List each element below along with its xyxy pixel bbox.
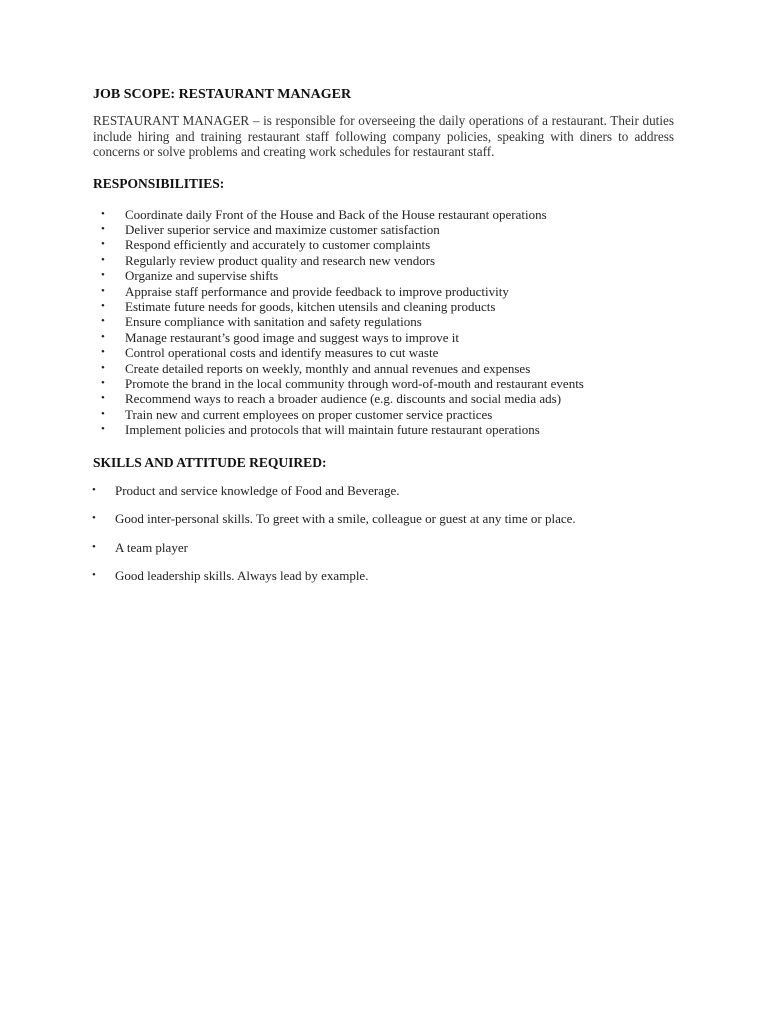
- bullet-icon: •: [101, 253, 105, 266]
- list-item: [93, 407, 674, 422]
- list-item: [93, 237, 674, 252]
- list-item-text: Manage restaurant’s good image and suggest ways to improve it: [125, 329, 459, 345]
- list-item-text: Appraise staff performance and provide feedback to improve productivity: [125, 283, 509, 299]
- list-item: [93, 330, 674, 345]
- list-item: [93, 207, 674, 222]
- list-item-text: Recommend ways to reach a broader audience (e.g. discounts and social media ads): [125, 391, 562, 407]
- skills-list: [93, 483, 674, 584]
- bullet-icon: •: [101, 376, 105, 389]
- bullet-icon: •: [101, 207, 105, 220]
- list-item: [93, 345, 674, 360]
- bullet-icon: •: [101, 269, 105, 282]
- list-item-text: Train new and current employees on proper customer service practices: [125, 406, 493, 422]
- bullet-icon: •: [101, 407, 105, 420]
- list-item-text: Ensure compliance with sanitation and safety regulations: [125, 314, 422, 330]
- bullet-icon: •: [101, 284, 105, 297]
- bullet-icon: •: [101, 315, 105, 328]
- list-item-text: Organize and supervise shifts: [125, 268, 279, 284]
- list-item: [93, 391, 674, 406]
- responsibilities-heading: RESPONSIBILITIES:: [93, 175, 225, 191]
- skills-heading: SKILLS AND ATTITUDE REQUIRED:: [93, 454, 327, 470]
- bullet-icon: •: [101, 392, 105, 405]
- document-page: [93, 86, 674, 597]
- list-item: [93, 268, 674, 283]
- bullet-icon: •: [101, 299, 105, 312]
- bullet-icon: •: [92, 483, 96, 496]
- list-item-text: Regularly review product quality and research new vendors: [125, 252, 436, 268]
- list-item: [93, 299, 674, 314]
- list-item: [93, 376, 674, 391]
- responsibilities-list: [93, 207, 674, 438]
- bullet-icon: •: [101, 330, 105, 343]
- list-item-text: Respond efficiently and accurately to customer complaints: [125, 237, 431, 253]
- bullet-icon: •: [92, 569, 96, 582]
- bullet-icon: •: [101, 423, 105, 436]
- intro-paragraph: RESTAURANT MANAGER – is responsible for overseeing the daily operations of a restaurant. Their duties include hiring and training restaurant staff following company policies, speaking with diners to address concerns or solve problems and creating work schedules for restaurant staff.: [93, 113, 674, 159]
- bullet-icon: •: [101, 222, 105, 235]
- list-item-text: Promote the brand in the local community through word-of-mouth and restaurant events: [125, 375, 584, 391]
- list-item-text: Implement policies and protocols that will maintain future restaurant operations: [125, 422, 540, 438]
- list-item: [93, 422, 674, 437]
- list-item-text: Create detailed reports on weekly, monthly and annual revenues and expenses: [125, 360, 531, 376]
- list-item: [93, 511, 674, 526]
- document-title: JOB SCOPE: RESTAURANT MANAGER: [93, 87, 352, 102]
- bullet-icon: •: [92, 512, 96, 525]
- list-item: [93, 361, 674, 376]
- list-item: [93, 222, 674, 237]
- list-item-text: Good inter-personal skills. To greet with a smile, colleague or guest at any time or place.: [115, 511, 576, 527]
- list-item: [93, 314, 674, 329]
- bullet-icon: •: [101, 361, 105, 374]
- list-item-text: Control operational costs and identify measures to cut waste: [125, 345, 439, 361]
- list-item-text: Deliver superior service and maximize customer satisfaction: [125, 221, 440, 237]
- list-item: [93, 540, 674, 555]
- list-item: [93, 284, 674, 299]
- list-item-text: Estimate future needs for goods, kitchen utensils and cleaning products: [125, 298, 496, 314]
- bullet-icon: •: [101, 346, 105, 359]
- list-item-text: Coordinate daily Front of the House and Back of the House restaurant operations: [125, 206, 547, 222]
- list-item-text: Good leadership skills. Always lead by example.: [115, 568, 369, 584]
- list-item: [93, 568, 674, 583]
- list-item: [93, 483, 674, 498]
- bullet-icon: •: [92, 540, 96, 553]
- list-item-text: A team player: [115, 539, 188, 555]
- list-item-text: Product and service knowledge of Food and Beverage.: [115, 482, 400, 498]
- bullet-icon: •: [101, 238, 105, 251]
- list-item: [93, 253, 674, 268]
